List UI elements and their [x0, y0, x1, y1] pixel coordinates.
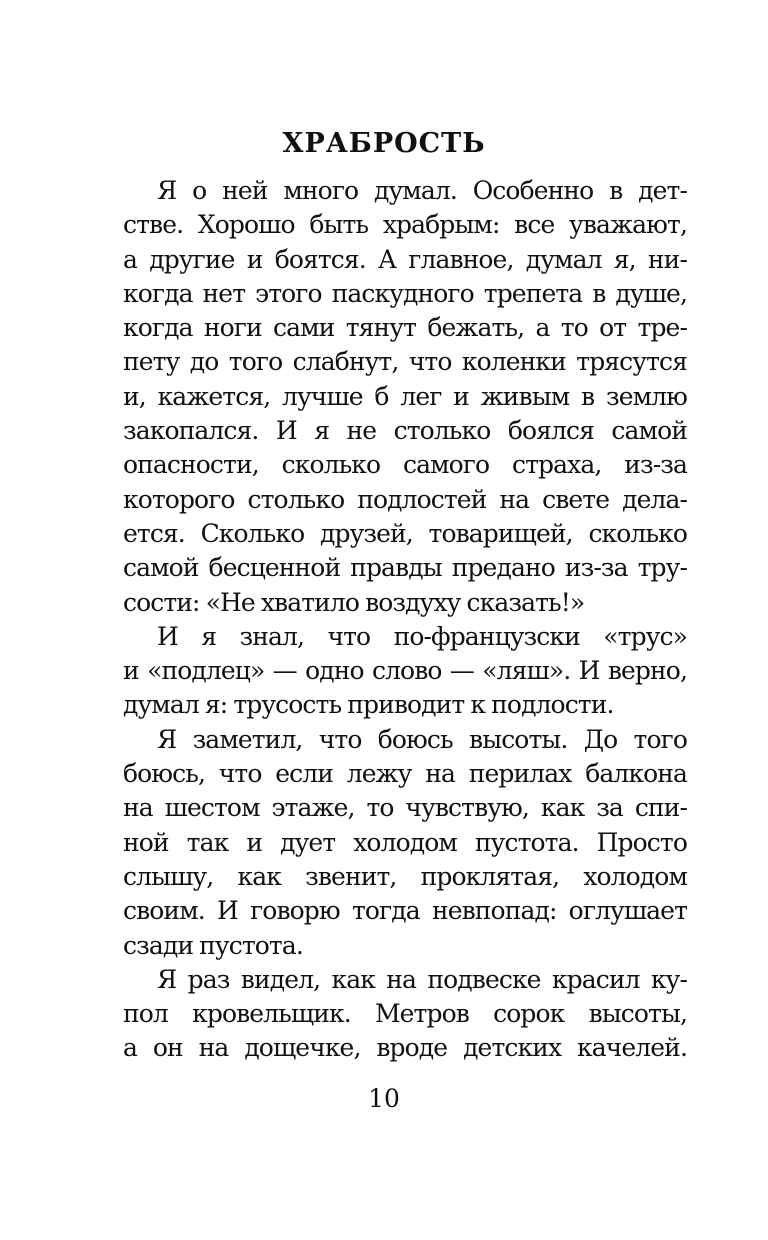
text-line: закопался. И я не столько боялся самой — [123, 416, 687, 446]
text-line: слышу, как звенит, проклятая, холодом — [123, 861, 687, 891]
text-line: и, кажется, лучше б лег и живым в землю — [123, 381, 687, 411]
text-line: своим. И говорю тогда невпопад: оглушает — [123, 896, 687, 926]
text-line: сзади пустота. — [123, 930, 303, 960]
text-line: Я раз видел, как на подвеске красил ку- — [157, 964, 687, 994]
text-line: которого столько подлостей на свете дела- — [123, 484, 687, 514]
text-line: а другие и боятся. А главное, думал я, ни- — [123, 244, 687, 274]
text-line: ется. Сколько друзей, товарищей, сколько — [123, 518, 687, 548]
text-line: пол кровельщик. Метров сорок высоты, — [123, 999, 687, 1029]
text-line: когда ноги сами тянут бежать, а то от тре- — [123, 313, 687, 343]
text-line: пету до того слабнут, что коленки трясутся — [123, 347, 687, 377]
text-line: на шестом этаже, то чувствую, как за спи- — [123, 793, 687, 823]
text-line: Я о ней много думал. Особенно в дет- — [157, 176, 687, 205]
text-line: И я знал, что по-французски «трус» — [157, 621, 687, 651]
text-line: а он на дощечке, вроде детских качелей. — [123, 1033, 687, 1063]
text-line: когда нет этого паскудного трепета в душе, — [123, 278, 687, 308]
text-line: боюсь, что если лежу на перилах балкона — [123, 759, 687, 789]
text-line: ной так и дует холодом пустота. Просто — [123, 827, 687, 857]
text-line: Я заметил, что боюсь высоты. До того — [157, 724, 687, 754]
page-number: 10 — [368, 1084, 400, 1113]
text-line: стве. Хорошо быть храбрым: все уважают, — [123, 210, 687, 240]
text-line: и «подлец» — одно слово — «ляш». И верно, — [123, 656, 687, 686]
chapter-title: ХРАБРОСТЬ — [282, 128, 486, 159]
text-line: сости: «Не хватило воздуху сказать!» — [123, 587, 585, 617]
text-line: думал я: трусость приводит к подлости. — [123, 690, 614, 720]
text-line: опасности, сколько самого страха, из-за — [123, 450, 687, 480]
chapter-body — [123, 174, 687, 1066]
text-line: самой бесценной правды предано из-за тру- — [123, 553, 687, 583]
